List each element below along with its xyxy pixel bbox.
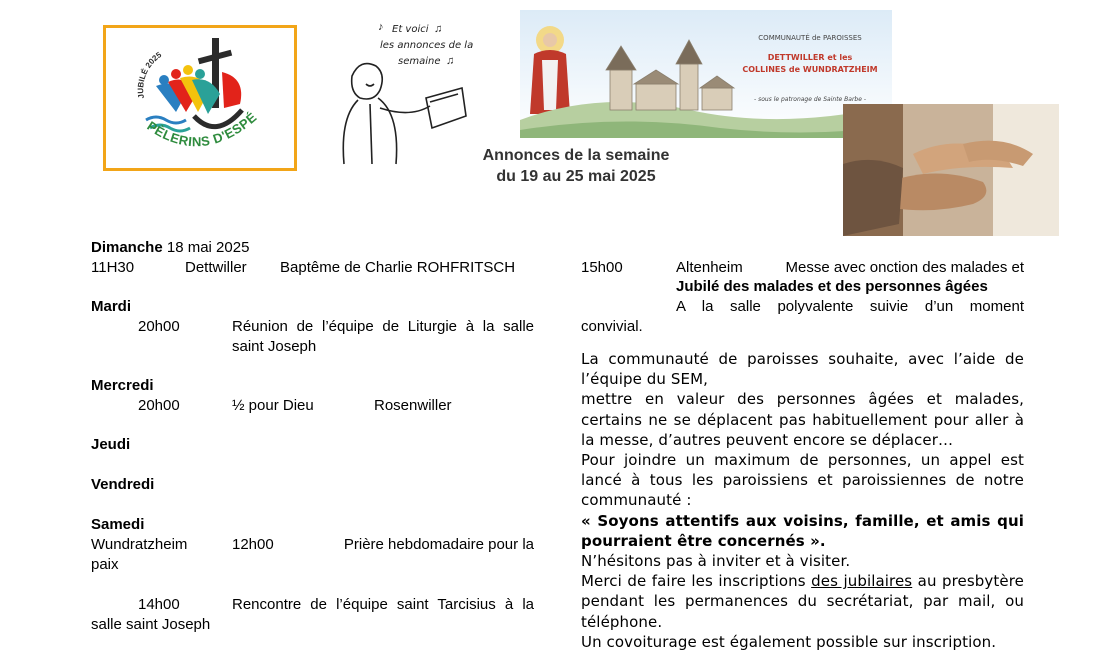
music-note-icon: ♫: [434, 23, 443, 35]
cartoon-line-1: Et voici: [392, 24, 429, 35]
jubile-2025-logo: [103, 25, 297, 171]
saturday-event-1-line-1: Prière hebdomadaire pour la: [343, 536, 534, 553]
wednesday-event: ½ pour Dieu: [232, 397, 314, 414]
paragraph-2: mettre en valeur des personnes âgées et malades, certains ne se déplacent pas habituellement pour aller à la messe, d’autres peuvent encore se déplacer…: [581, 390, 1024, 449]
right-place: Altenheim: [676, 259, 743, 276]
paragraph-1: La communauté de paroisses souhaite, avec l’aide de l’équipe du SEM,: [581, 350, 1024, 389]
jubile-logo-graphic: [106, 28, 294, 168]
logo-motto-text: PÈLERINS D'ESPÉ: [144, 109, 260, 150]
svg-text:JUBILÉ 2025: [136, 50, 163, 99]
sunday-event: Baptême de Charlie ROHFRITSCH: [280, 259, 516, 276]
paragraph-6-start: Merci de faire les inscriptions: [581, 572, 812, 591]
saturday-day: Samedi: [91, 516, 145, 533]
priest-drawing: [330, 18, 475, 166]
sunday-place: Dettwiller: [185, 259, 247, 276]
tuesday-event-line-2: saint Joseph: [232, 338, 317, 355]
cartoon-line-2: les annonces de la: [380, 40, 474, 51]
paragraph-6: [581, 571, 1024, 632]
jubilaires-link: des jubilaires: [811, 572, 913, 591]
hands-anointing-photo: [843, 104, 1059, 236]
saturday-time-2: 14h00: [138, 596, 180, 613]
sunday-time: 11H30: [91, 259, 135, 276]
title-line-1: Annonces de la semaine: [482, 147, 670, 164]
right-event-line-3: A la salle polyvalente suivie d’un moment: [676, 298, 1024, 315]
sunday-day: Dimanche: [91, 239, 163, 256]
friday-day: Vendredi: [91, 476, 155, 493]
paragraph-3: Pour joindre un maximum de personnes, un appel est lancé à tous les paroissiens et paroissiennes de notre communauté :: [581, 451, 1024, 510]
paragraph-6-end: au presbytère pendant les permanences du secrétariat, par mail, ou téléphone.: [581, 572, 1024, 631]
saturday-event-2-line-2: salle saint Joseph: [91, 616, 211, 633]
saturday-place: Wundratzheim: [91, 536, 188, 553]
saturday-event-2-line-1: Rencontre de l’équipe saint Tarcisius à la: [232, 596, 534, 613]
saturday-event-1-line-2: paix: [91, 556, 119, 573]
parish-banner: [520, 10, 892, 138]
sunday-heading: [91, 238, 249, 258]
hands-photo-graphic: [843, 104, 1059, 236]
paragraph-5: N’hésitons pas à inviter et à visiter.: [581, 552, 851, 571]
banner-line-3: COLLINES de WUNDRATZHEIM: [742, 65, 878, 74]
music-note-icon: ♪: [378, 21, 384, 33]
banner-line-1: COMMUNAUTÉ de PAROISSES: [758, 34, 862, 42]
cartoon-priest-illustration: [330, 18, 475, 166]
page-title: [466, 145, 686, 187]
logo-year-text: JUBILÉ 2025: [136, 50, 164, 100]
banner-line-2: DETTWILLER et les: [767, 53, 853, 62]
tuesday-event-line-1: Réunion de l’équipe de Liturgie à la salle: [232, 318, 534, 335]
banner-line-4: - sous le patronage de Sainte Barbe -: [754, 96, 866, 103]
right-event-line-2: Jubilé des malades et des personnes âgées: [676, 278, 988, 295]
jubilee-description: [581, 349, 1024, 652]
title-line-2: du 19 au 25 mai 2025: [496, 168, 656, 185]
saturday-time-1: 12h00: [232, 536, 274, 553]
music-note-icon: ♫: [446, 55, 455, 67]
paragraph-7: Un covoiturage est également possible sur inscription.: [581, 632, 997, 651]
thursday-day: Jeudi: [91, 436, 131, 453]
wednesday-place: Rosenwiller: [374, 397, 452, 414]
right-time: 15h00: [581, 259, 623, 276]
paragraph-4-quote: « Soyons attentifs aux voisins, famille, et amis qui pourraient être concernés ».: [581, 511, 1024, 550]
sunday-date: 18 mai 2025: [162, 239, 250, 256]
tuesday-day: Mardi: [91, 298, 132, 315]
right-event-line-1: Messe avec onction des malades et: [785, 259, 1024, 276]
tuesday-time: 20h00: [138, 318, 180, 335]
right-event-line-4: convivial.: [581, 318, 643, 335]
wednesday-day: Mercredi: [91, 377, 154, 394]
parish-banner-graphic: [520, 10, 892, 138]
wednesday-time: 20h00: [138, 397, 180, 414]
cartoon-line-3: semaine: [398, 56, 441, 67]
